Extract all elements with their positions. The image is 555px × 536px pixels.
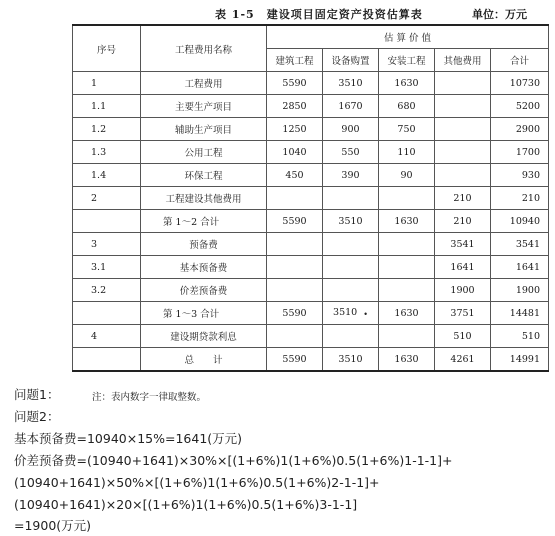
- cell-equipment: 390: [323, 164, 379, 187]
- cell-other: [435, 118, 491, 141]
- cell-total: 2900: [491, 118, 549, 141]
- cell-other: 3751: [435, 302, 491, 325]
- table-row: [73, 302, 549, 325]
- cell-other: 510: [435, 325, 491, 348]
- cell-total: 510: [491, 325, 549, 348]
- cell-install: 1630: [379, 348, 435, 372]
- cell-equipment: 900: [323, 118, 379, 141]
- table-title-row: [0, 6, 555, 22]
- table-row: [73, 95, 549, 118]
- cell-install: 90: [379, 164, 435, 187]
- cell-building: 5590: [267, 348, 323, 372]
- table-row: [73, 233, 549, 256]
- answer-line-1: 问题1：: [14, 387, 60, 402]
- cell-equipment: [323, 256, 379, 279]
- header-no: 序号: [73, 25, 141, 72]
- table-row: [73, 279, 549, 302]
- cell-total: 5200: [491, 95, 549, 118]
- cell-equipment: [323, 187, 379, 210]
- cell-equipment: 3510: [323, 348, 379, 372]
- cell-install: 1630: [379, 72, 435, 95]
- table-row: [73, 141, 549, 164]
- cell-other: 3541: [435, 233, 491, 256]
- cell-total: 14481: [491, 302, 549, 325]
- cell-no: [73, 302, 141, 325]
- cell-install: 750: [379, 118, 435, 141]
- cell-building: [267, 279, 323, 302]
- cell-other: [435, 95, 491, 118]
- cell-install: 680: [379, 95, 435, 118]
- answer-line-4: 价差预备费=(10940+1641)×30%×[(1+6%)1(1+6%)0.5(1+6%)1-1-1]+: [14, 453, 453, 468]
- cell-name: 第 1～3 合计: [141, 302, 267, 325]
- cell-total: 10940: [491, 210, 549, 233]
- answer-line-2: 问题2：: [14, 409, 60, 424]
- speck-mark: •: [363, 310, 368, 319]
- cell-no: [73, 348, 141, 372]
- cell-building: 2850: [267, 95, 323, 118]
- cell-install: 110: [379, 141, 435, 164]
- cell-building: 5590: [267, 302, 323, 325]
- cell-other: 1641: [435, 256, 491, 279]
- table-row: [73, 118, 549, 141]
- cell-name: 基本预备费: [141, 256, 267, 279]
- cell-no: [73, 210, 141, 233]
- cell-total: 1700: [491, 141, 549, 164]
- cell-building: [267, 233, 323, 256]
- cell-name: 环保工程: [141, 164, 267, 187]
- header-row-1: [73, 25, 549, 49]
- cell-other: 4261: [435, 348, 491, 372]
- cell-no: 3: [73, 233, 141, 256]
- cell-no: 1.3: [73, 141, 141, 164]
- cell-name: 预备费: [141, 233, 267, 256]
- cell-total: 10730: [491, 72, 549, 95]
- cell-name: 建设期贷款利息: [141, 325, 267, 348]
- cell-total: 14991: [491, 348, 549, 372]
- answer-line-7: =1900(万元): [14, 518, 92, 533]
- cell-no: 1.2: [73, 118, 141, 141]
- cell-install: [379, 233, 435, 256]
- cell-install: [379, 325, 435, 348]
- table-row: [73, 164, 549, 187]
- header-col-other: 其他费用: [435, 49, 491, 72]
- header-col-building: 建筑工程: [267, 49, 323, 72]
- cell-name: 公用工程: [141, 141, 267, 164]
- cell-other: 1900: [435, 279, 491, 302]
- cell-install: [379, 256, 435, 279]
- header-name: 工程费用名称: [141, 25, 267, 72]
- cell-no: 4: [73, 325, 141, 348]
- cell-building: 450: [267, 164, 323, 187]
- cell-total: 1900: [491, 279, 549, 302]
- unit-label: 单位：万元: [472, 8, 527, 21]
- cell-total: 1641: [491, 256, 549, 279]
- cell-no: 1.1: [73, 95, 141, 118]
- cell-building: 5590: [267, 210, 323, 233]
- table-title: 表 1-5 建设项目固定资产投资估算表: [215, 8, 423, 21]
- cell-building: 5590: [267, 72, 323, 95]
- cell-equipment: [323, 279, 379, 302]
- cell-name: 工程费用: [141, 72, 267, 95]
- cell-no: 1.4: [73, 164, 141, 187]
- cell-other: [435, 141, 491, 164]
- cell-install: [379, 279, 435, 302]
- cell-total: 210: [491, 187, 549, 210]
- answer-line-5: (10940+1641)×50%×[(1+6%)1(1+6%)0.5(1+6%)2-1-1]+: [14, 475, 380, 490]
- header-col-equipment: 设备购置: [323, 49, 379, 72]
- cell-name: 价差预备费: [141, 279, 267, 302]
- cell-name: 工程建设其他费用: [141, 187, 267, 210]
- table-row: [73, 72, 549, 95]
- cell-equipment: 3510: [323, 72, 379, 95]
- header-col-total: 合计: [491, 49, 549, 72]
- cell-building: 1040: [267, 141, 323, 164]
- table-row: [73, 256, 549, 279]
- cell-name: 第 1～2 合计: [141, 210, 267, 233]
- cell-no: 3.2: [73, 279, 141, 302]
- cell-name: 总 计: [141, 348, 267, 372]
- cell-equipment: 3510 $_•$: [323, 302, 379, 325]
- cell-total: 930: [491, 164, 549, 187]
- answer-line-6: (10940+1641)×20×[(1+6%)1(1+6%)0.5(1+6%)3-1-1]: [14, 497, 358, 512]
- cell-no: 3.1: [73, 256, 141, 279]
- cell-building: [267, 256, 323, 279]
- cell-install: 1630: [379, 302, 435, 325]
- table-note: 注：表内数字一律取整数。: [92, 392, 207, 403]
- cell-install: [379, 187, 435, 210]
- answer-line-3: 基本预备费=10940×15%=1641(万元): [14, 431, 243, 446]
- cell-install: 1630: [379, 210, 435, 233]
- cell-name: 辅助生产项目: [141, 118, 267, 141]
- cell-building: [267, 187, 323, 210]
- cell-other: [435, 72, 491, 95]
- cell-equipment: 550: [323, 141, 379, 164]
- investment-estimate-table: [72, 24, 549, 372]
- header-estimate: 估 算 价 值: [267, 25, 549, 49]
- cell-equipment: [323, 325, 379, 348]
- cell-total: 3541: [491, 233, 549, 256]
- table-row: [73, 325, 549, 348]
- cell-other: [435, 164, 491, 187]
- cell-building: [267, 325, 323, 348]
- cell-equipment: 3510: [323, 210, 379, 233]
- cell-building: 1250: [267, 118, 323, 141]
- header-col-install: 安装工程: [379, 49, 435, 72]
- cell-no: 1: [73, 72, 141, 95]
- cell-equipment: 1670: [323, 95, 379, 118]
- table-row: [73, 187, 549, 210]
- cell-equipment: [323, 233, 379, 256]
- cell-no: 2: [73, 187, 141, 210]
- table-row: [73, 348, 549, 372]
- cell-other: 210: [435, 210, 491, 233]
- cell-name: 主要生产项目: [141, 95, 267, 118]
- cell-other: 210: [435, 187, 491, 210]
- table-row: [73, 210, 549, 233]
- table-body: [73, 72, 549, 372]
